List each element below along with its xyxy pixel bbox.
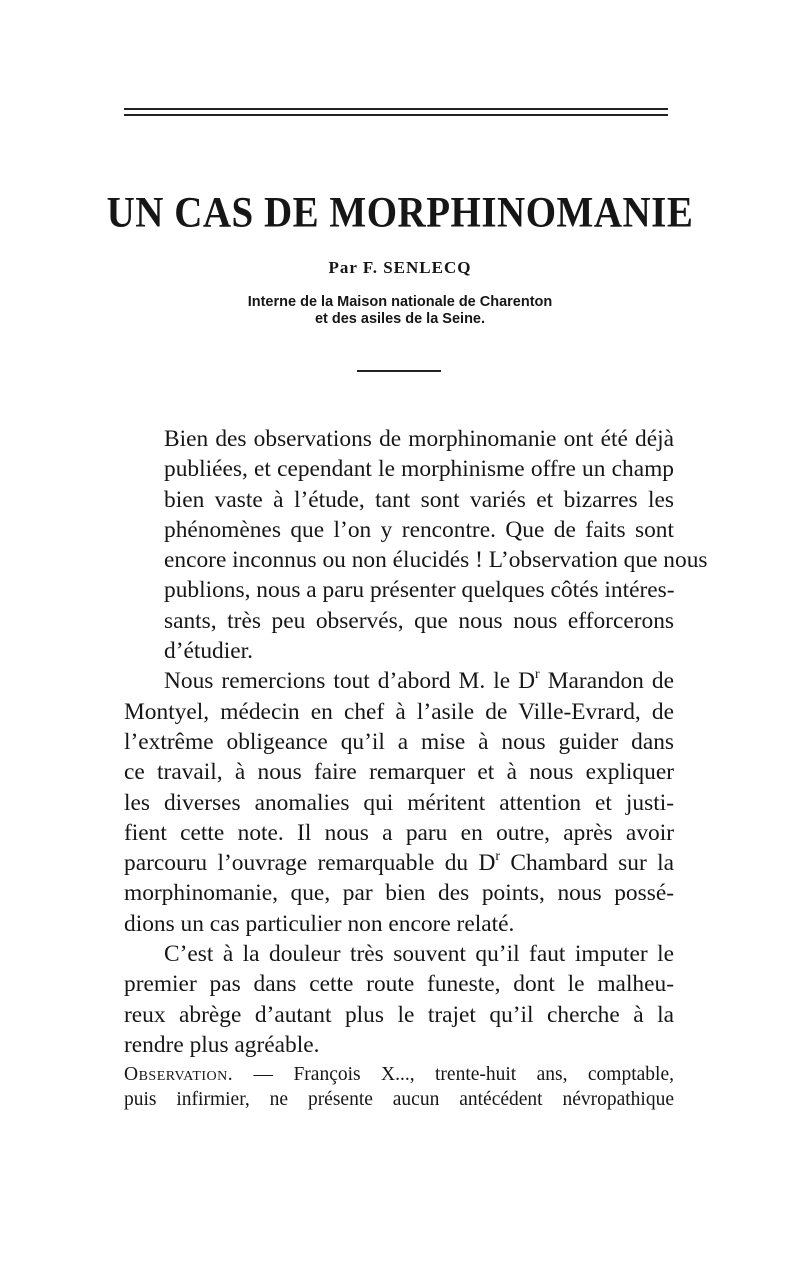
observation-line-1: Observation. — François X..., trente-huit ans, comptable, — [124, 1064, 674, 1085]
article-body — [124, 424, 708, 1060]
paragraph-3 — [124, 939, 674, 1060]
section-divider — [357, 370, 441, 372]
text-line: d’étudier. — [164, 638, 253, 665]
text-line: premier pas dans cette route funeste, dont le malheu- — [124, 971, 674, 998]
text-line: C’est à la douleur très souvent qu’il faut imputer le — [164, 941, 674, 968]
text-line: publions, nous a paru présenter quelques côtés intéres- — [164, 577, 675, 604]
text-line: les diverses anomalies qui méritent attention et justi- — [124, 789, 674, 816]
text-line: encore inconnus ou non élucidés ! L’observation que nous — [164, 547, 708, 574]
text-line: sants, très peu observés, que nous nous efforcerons — [164, 607, 674, 634]
text-line: l’extrême obligeance qu’il a mise à nous guider dans — [124, 728, 674, 755]
observation-line-2: puis infirmier, ne présente aucun antécédent névropathique — [124, 1089, 674, 1110]
text-line: phénomènes que l’on y rencontre. Que de faits sont — [164, 516, 674, 543]
text-line: reux abrège d’autant plus le trajet qu’il cherche à la — [124, 1001, 674, 1028]
text-line: ce travail, à nous faire remarquer et à nous expliquer — [124, 759, 674, 786]
text-line: morphinomanie, que, par bien des points, nous possé- — [124, 880, 674, 907]
observation-section — [124, 1062, 674, 1112]
header-rule-top — [124, 108, 668, 110]
observation-label: Observation. — [124, 1064, 234, 1085]
paragraph-1 — [124, 424, 708, 666]
text-line: dions un cas particulier non encore relaté. — [124, 910, 515, 937]
paragraph-2 — [124, 666, 674, 939]
affiliation-line-1: Interne de la Maison nationale de Charenton — [247, 294, 553, 310]
text-line: Bien des observations de morphinomanie ont été déjà — [164, 426, 674, 452]
text-line: Nous remercions tout d’abord M. le $D^r$ Marandon de — [164, 666, 674, 695]
header-rule-bottom — [124, 114, 668, 116]
text-line: Montyel, médecin en chef à l’asile de Ville-Evrard, de — [124, 698, 674, 725]
text-line: bien vaste à l’étude, tant sont variés et bizarres les — [164, 486, 674, 513]
text-line: fient cette note. Il nous a paru en outre, après avoir — [124, 819, 674, 846]
article-title: UN CAS DE MORPHINOMANIE — [106, 188, 694, 237]
text-line: rendre plus agréable. — [124, 1031, 320, 1058]
text-line: publiées, et cependant le morphinisme offre un champ — [164, 456, 674, 483]
text-line: parcouru l’ouvrage remarquable du $D^r$ Chambard sur la — [124, 848, 674, 877]
author-affiliation — [0, 294, 800, 328]
author-byline: Par F. SENLECQ — [328, 258, 472, 277]
affiliation-line-2: et des asiles de la Seine. — [314, 311, 486, 327]
